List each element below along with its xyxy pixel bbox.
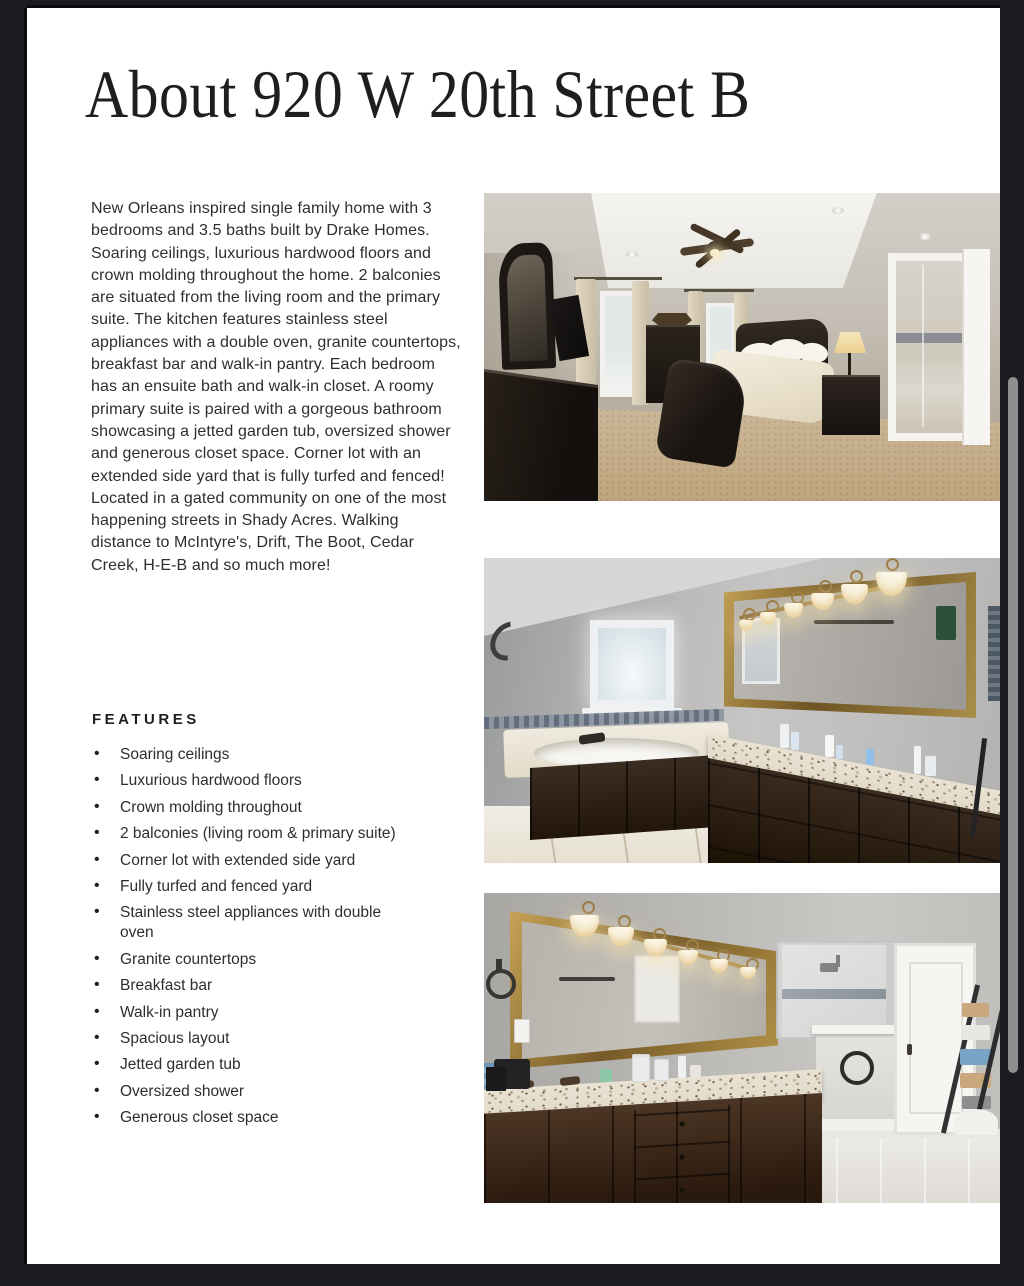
shelf-towels [960, 1049, 991, 1065]
feature-item: • Walk-in pantry [91, 1003, 407, 1023]
light-arm [850, 570, 863, 583]
feature-item: • Luxurious hardwood floors [91, 771, 407, 791]
feature-item: • Crown molding throughout [91, 798, 407, 818]
lamp-shade [834, 332, 866, 353]
features-heading: FEATURES [92, 711, 200, 728]
shower-tile-band [896, 333, 962, 343]
shelf-towels [961, 1025, 990, 1040]
feature-item: • Generous closet space [91, 1108, 407, 1128]
feature-item: • Oversized shower [91, 1082, 407, 1102]
dresser-mirror-glass [506, 254, 548, 361]
counter-bottle [914, 746, 921, 774]
door-handle [907, 1044, 912, 1055]
light-arm [886, 558, 899, 571]
nightstand [822, 375, 880, 435]
feature-item: • Jetted garden tub [91, 1055, 407, 1075]
counter-bottle [678, 1056, 686, 1078]
towel-ring-mount [496, 959, 502, 971]
mirror-reflection-towel-bar [559, 977, 615, 981]
shower-glass-edge [922, 265, 924, 427]
recessed-light [832, 207, 844, 214]
light-arm [582, 901, 595, 914]
mirror-reflection-towel [936, 606, 956, 640]
fan-light [710, 249, 720, 257]
counter-bottle [791, 732, 799, 750]
mirror-reflection-door [634, 955, 680, 1023]
recessed-light [919, 233, 931, 240]
shelf-basket [962, 1003, 989, 1017]
feature-item: • Soaring ceilings [91, 745, 407, 765]
page-title: About 920 W 20th Street B [85, 56, 751, 132]
feature-item: • Fully turfed and fenced yard [91, 877, 407, 897]
listing-page [27, 8, 1000, 1264]
green-cup [600, 1069, 612, 1082]
photo-primary-bedroom [484, 193, 1000, 501]
model-ship [652, 313, 692, 325]
counter-bottle [925, 756, 936, 776]
wall-outlet [514, 1019, 530, 1043]
dresser [484, 369, 598, 501]
photo-primary-bath-tub [484, 558, 1000, 863]
counter-jar [690, 1065, 701, 1077]
counter-bottle [825, 735, 834, 757]
glass-canister [632, 1054, 650, 1082]
feature-item: • Spacious layout [91, 1029, 407, 1049]
lamp-stem [848, 353, 851, 375]
feature-item: • Stainless steel appliances with double oven [91, 903, 407, 943]
feature-item: • Corner lot with extended side yard [91, 851, 407, 871]
counter-bottle [836, 745, 843, 759]
towel-ring [840, 1051, 874, 1085]
feature-item: • Breakfast bar [91, 976, 407, 996]
feature-item: • 2 balconies (living room & primary suite) [91, 824, 407, 844]
drawer-stack [634, 1105, 730, 1203]
towel-ring [486, 969, 516, 999]
bathroom-view [896, 261, 962, 433]
glass-canister [654, 1059, 669, 1081]
mirror-reflection-towel-bar [814, 620, 894, 624]
listing-description: New Orleans inspired single family home with 3 bedrooms and 3.5 baths built by Drake Homes. Soaring ceilings, luxurious hardwood floors and crown molding throughout the home. 2 balconies are situated from the living room and the primary suite. The kitchen features stainless steel appliances with a double oven, granite countertops, breakfast bar and walk-in pantry. Each bedroom has an ensuite bath and walk-in closet. A roomy primary suite is paired with a gorgeous bathroom showcasing a jetted garden tub, oversized shower and generous closet space. Corner lot with an extended side yard that is fully turfed and fenced! Located in a gated community on one of the most happening streets in Shady Acres. Walking distance to McIntyre's, Drift, The Boot, Cedar Creek, H-E-B and so much more! [91, 200, 461, 574]
open-door [962, 249, 990, 445]
photo-primary-bath-vanity [484, 893, 1000, 1203]
light-arm [819, 580, 832, 593]
counter-device [486, 1067, 506, 1091]
recessed-light [626, 251, 638, 258]
window [590, 620, 674, 708]
features-list [91, 745, 407, 1134]
soap-bottle [866, 749, 874, 765]
mosaic-tile-edge [988, 606, 1000, 701]
counter-bottle [780, 724, 789, 748]
feature-item: • Granite countertops [91, 950, 407, 970]
scrollbar-thumb[interactable] [1008, 377, 1018, 1073]
tub-cabinet-skirt [530, 754, 725, 840]
ladder-shelf-base [954, 1109, 998, 1135]
